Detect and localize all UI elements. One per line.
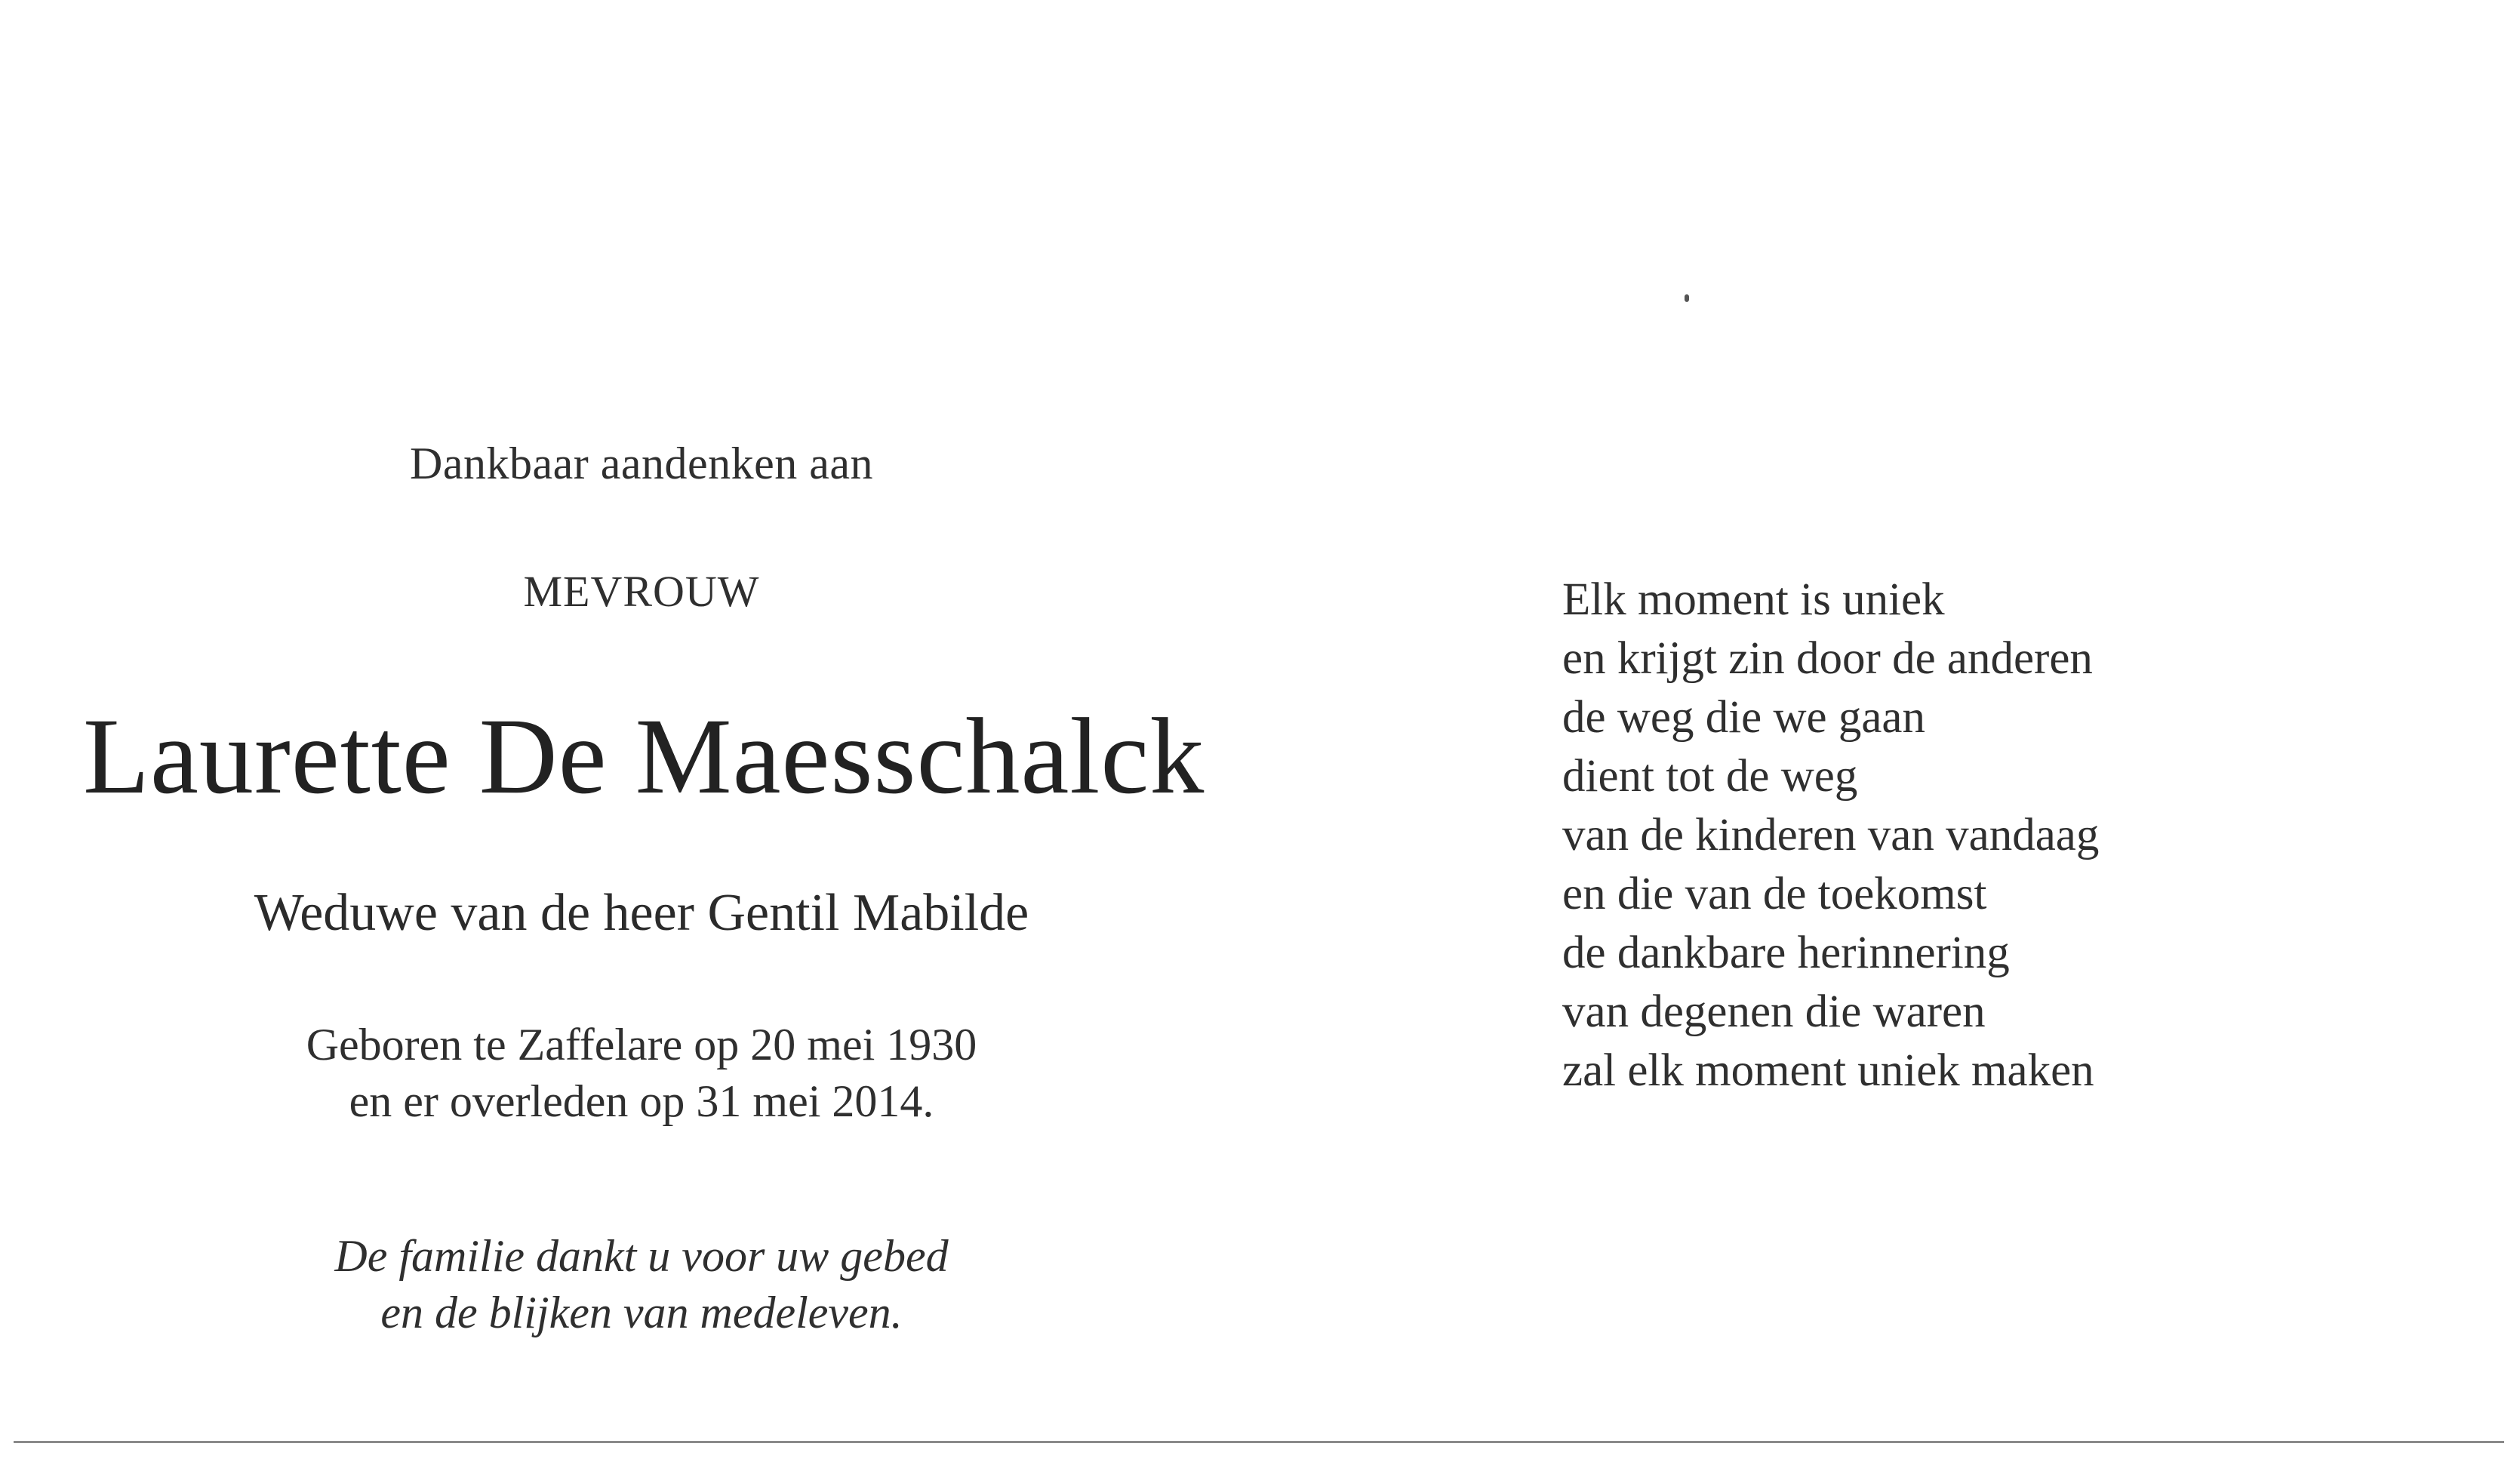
poem-line-3: de weg die we gaan [1562,692,1926,743]
death-line: en er overleden op 31 mei 2014. [349,1076,934,1126]
fold-line [14,1441,2504,1443]
poem-line-2: en krijgt zin door de anderen [1562,633,2093,684]
relation-text: Weduwe van de heer Gentil Mabilde [254,884,1029,942]
poem-line-9: zal elk moment uniek maken [1562,1045,2094,1096]
birth-line: Geboren te Zaffelare op 20 mei 1930 [306,1020,977,1070]
poem-line-1: Elk moment is uniek [1562,574,1945,625]
thanks-line-2: en de blijken van medeleven. [380,1288,903,1337]
poem-line-5: van de kinderen van vandaag [1562,810,2100,860]
thanks-line-1: De familie dankt u voor uw gebed [334,1231,949,1281]
intro-text: Dankbaar aandenken aan [410,439,873,488]
print-speck [1685,294,1689,302]
poem-line-8: van degenen die waren [1562,986,1986,1037]
honorific: MEVROUW [523,567,760,616]
poem-line-6: en die van de toekomst [1562,869,1987,919]
poem-line-4: dient tot de weg [1562,751,1858,802]
deceased-name: Laurette De Maesschalck [83,697,1205,817]
poem-line-7: de dankbare herinnering [1562,928,2010,978]
